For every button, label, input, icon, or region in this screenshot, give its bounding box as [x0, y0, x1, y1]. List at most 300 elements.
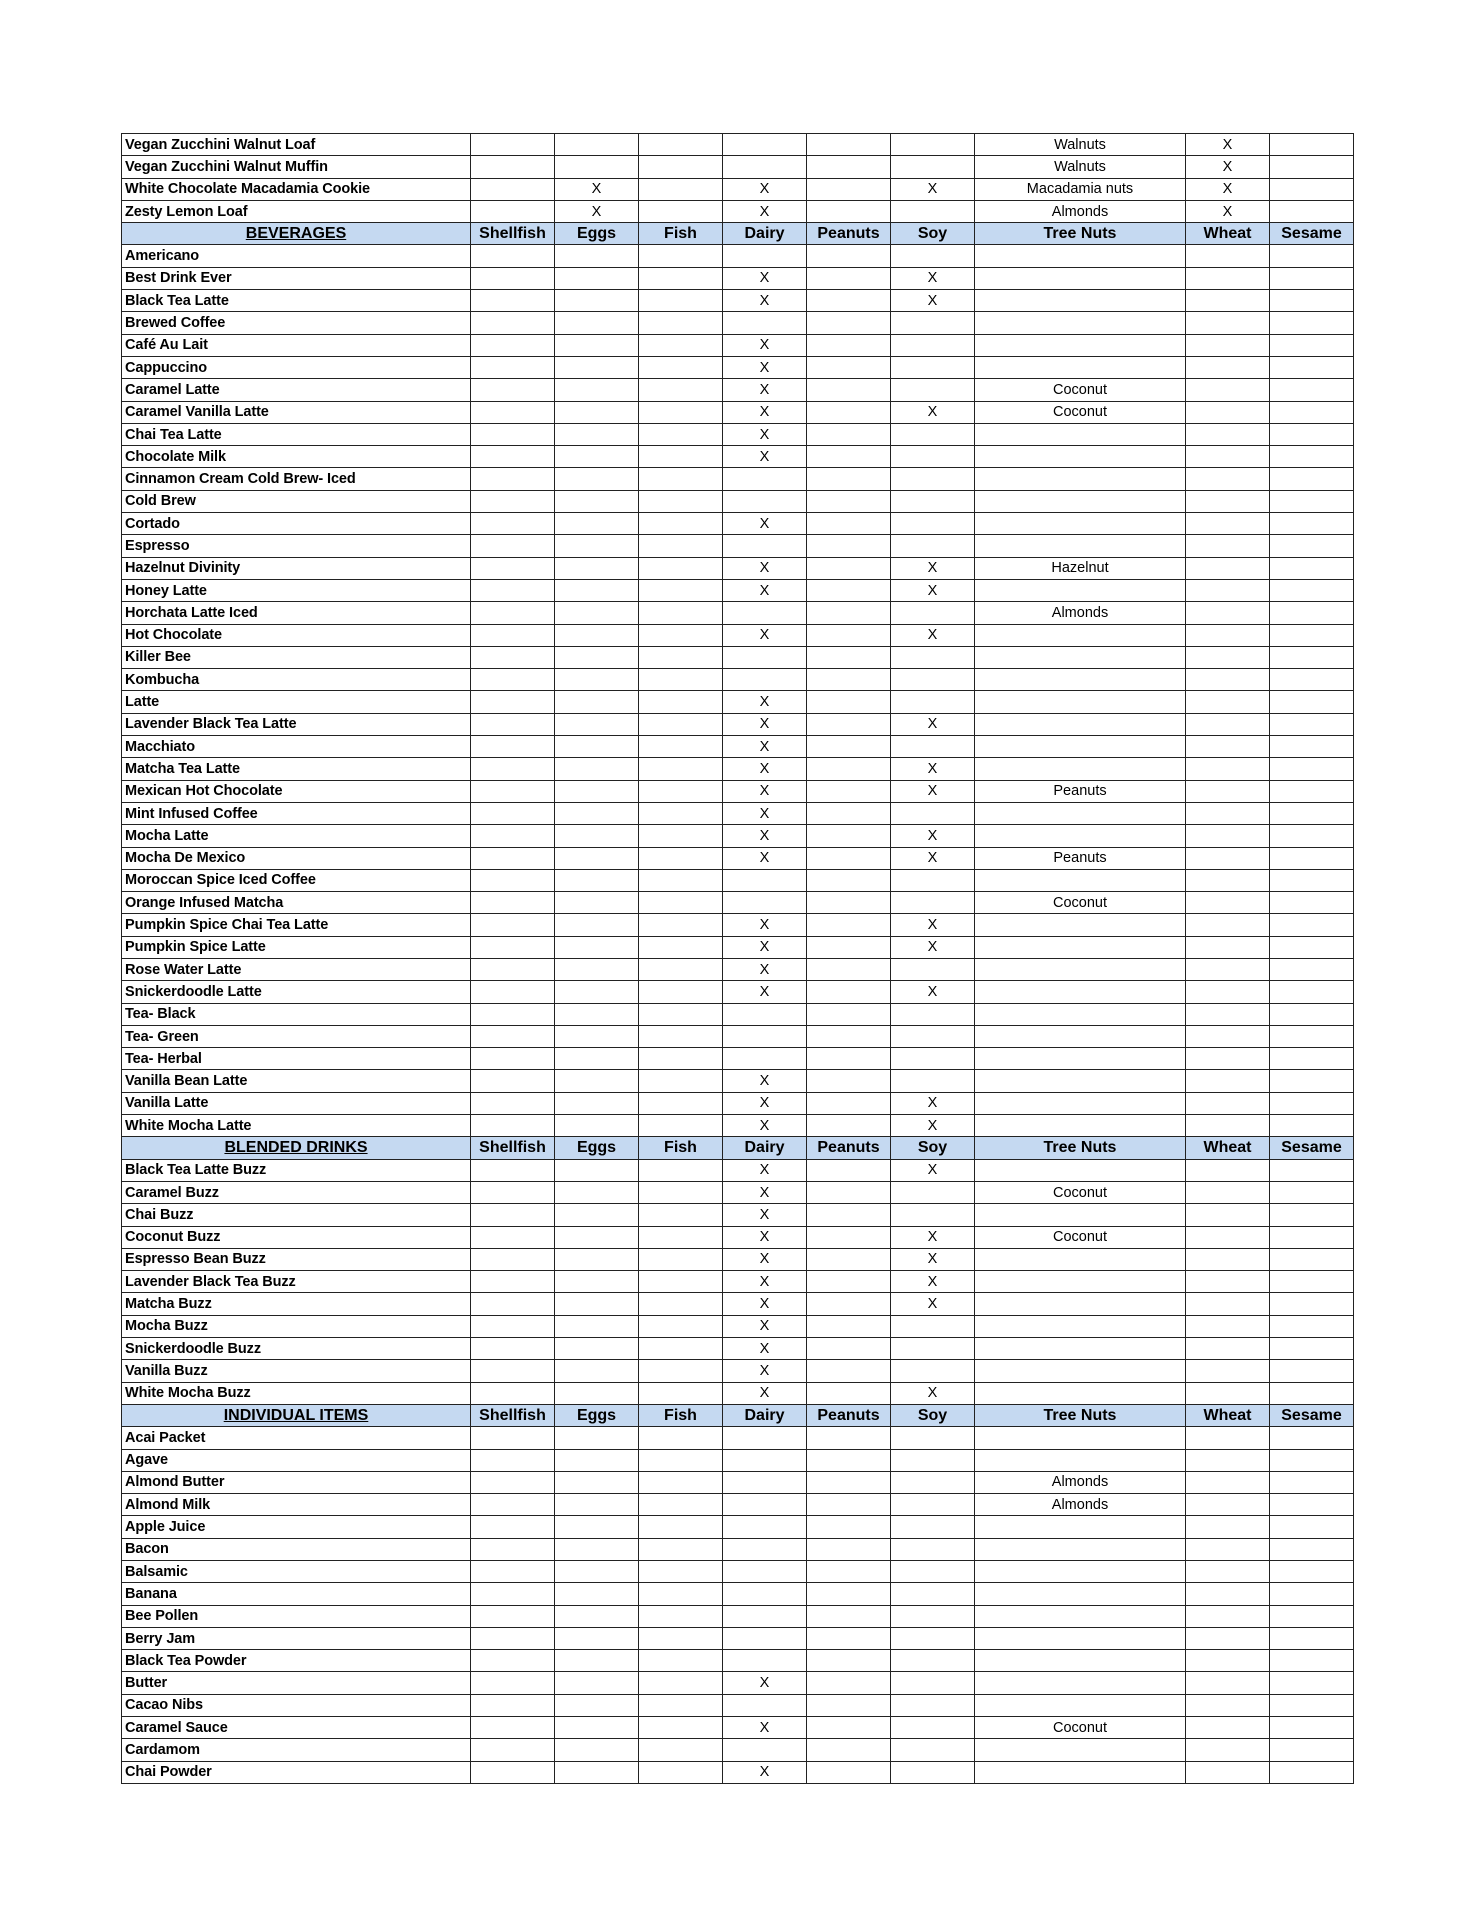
column-header: Fish: [639, 1404, 723, 1426]
table-row: [122, 1694, 1354, 1716]
allergen-cell: [891, 1516, 975, 1538]
allergen-cell: [555, 1761, 639, 1783]
table-row: [122, 914, 1354, 936]
section-title: BEVERAGES: [122, 223, 471, 245]
allergen-cell: [1270, 1694, 1354, 1716]
allergen-cell: [555, 490, 639, 512]
menu-item-name: Caramel Vanilla Latte: [122, 401, 471, 423]
allergen-cell: [471, 758, 555, 780]
menu-item-name: Cinnamon Cream Cold Brew- Iced: [122, 468, 471, 490]
menu-item-name: Black Tea Latte Buzz: [122, 1159, 471, 1181]
allergen-cell: [891, 1605, 975, 1627]
allergen-cell: X: [723, 1159, 807, 1181]
allergen-cell: [975, 1561, 1186, 1583]
allergen-cell: [891, 134, 975, 156]
allergen-cell: [555, 624, 639, 646]
column-header: Dairy: [723, 1137, 807, 1159]
column-header: Fish: [639, 223, 723, 245]
allergen-cell: [1270, 401, 1354, 423]
allergen-cell: [891, 1672, 975, 1694]
allergen-cell: [471, 290, 555, 312]
allergen-cell: X: [891, 847, 975, 869]
allergen-cell: [1186, 490, 1270, 512]
allergen-cell: [555, 1003, 639, 1025]
allergen-cell: [975, 579, 1186, 601]
menu-item-name: Coconut Buzz: [122, 1226, 471, 1248]
allergen-cell: [975, 713, 1186, 735]
allergen-cell: [891, 869, 975, 891]
allergen-cell: Coconut: [975, 401, 1186, 423]
allergen-cell: X: [723, 579, 807, 601]
allergen-cell: [1270, 892, 1354, 914]
allergen-cell: X: [891, 914, 975, 936]
section-title: INDIVIDUAL ITEMS: [122, 1404, 471, 1426]
allergen-cell: Coconut: [975, 892, 1186, 914]
allergen-cell: [555, 1092, 639, 1114]
allergen-cell: [555, 869, 639, 891]
table-row: [122, 958, 1354, 980]
allergen-cell: [807, 1627, 891, 1649]
allergen-cell: [807, 1003, 891, 1025]
allergen-cell: [807, 825, 891, 847]
menu-item-name: Tea- Black: [122, 1003, 471, 1025]
allergen-cell: [975, 736, 1186, 758]
allergen-cell: [1270, 602, 1354, 624]
menu-item-name: Black Tea Powder: [122, 1650, 471, 1672]
allergen-cell: [975, 1360, 1186, 1382]
menu-item-name: Macchiato: [122, 736, 471, 758]
allergen-cell: X: [723, 758, 807, 780]
allergen-cell: [1270, 1672, 1354, 1694]
allergen-cell: [1270, 1338, 1354, 1360]
allergen-cell: [975, 1605, 1186, 1627]
allergen-cell: [891, 1315, 975, 1337]
allergen-cell: X: [723, 825, 807, 847]
allergen-cell: [807, 379, 891, 401]
allergen-cell: [1270, 379, 1354, 401]
allergen-cell: [555, 401, 639, 423]
menu-item-name: Pumpkin Spice Chai Tea Latte: [122, 914, 471, 936]
column-header: Peanuts: [807, 223, 891, 245]
allergen-cell: [975, 1627, 1186, 1649]
allergen-cell: [471, 423, 555, 445]
allergen-cell: [723, 602, 807, 624]
allergen-cell: X: [723, 936, 807, 958]
allergen-cell: [471, 669, 555, 691]
allergen-cell: [975, 1025, 1186, 1047]
allergen-cell: [555, 1338, 639, 1360]
allergen-cell: [975, 825, 1186, 847]
allergen-cell: [891, 468, 975, 490]
allergen-cell: Walnuts: [975, 134, 1186, 156]
allergen-cell: [471, 1025, 555, 1047]
allergen-cell: [639, 468, 723, 490]
column-header: Wheat: [1186, 223, 1270, 245]
allergen-cell: X: [891, 290, 975, 312]
allergen-cell: [639, 1427, 723, 1449]
allergen-cell: X: [891, 825, 975, 847]
allergen-cell: X: [723, 1204, 807, 1226]
allergen-cell: Peanuts: [975, 780, 1186, 802]
allergen-cell: [1270, 1583, 1354, 1605]
allergen-cell: [723, 1627, 807, 1649]
allergen-cell: [639, 691, 723, 713]
table-row: [122, 1449, 1354, 1471]
menu-item-name: Espresso: [122, 535, 471, 557]
allergen-cell: [555, 312, 639, 334]
allergen-cell: X: [891, 1293, 975, 1315]
allergen-cell: [1270, 691, 1354, 713]
allergen-cell: [639, 401, 723, 423]
menu-item-name: Berry Jam: [122, 1627, 471, 1649]
allergen-cell: [1270, 267, 1354, 289]
table-row: [122, 356, 1354, 378]
allergen-cell: [891, 379, 975, 401]
menu-item-name: Agave: [122, 1449, 471, 1471]
allergen-cell: [807, 1293, 891, 1315]
allergen-cell: Coconut: [975, 379, 1186, 401]
allergen-cell: [807, 200, 891, 222]
allergen-cell: [807, 914, 891, 936]
allergen-cell: X: [723, 780, 807, 802]
allergen-cell: [1186, 1672, 1270, 1694]
allergen-cell: [639, 513, 723, 535]
allergen-cell: [1270, 200, 1354, 222]
allergen-cell: [471, 1538, 555, 1560]
allergen-cell: [1270, 1627, 1354, 1649]
allergen-cell: X: [555, 178, 639, 200]
allergen-table-body: [122, 134, 1354, 1784]
allergen-cell: [1186, 1025, 1270, 1047]
allergen-cell: [639, 713, 723, 735]
menu-item-name: Bee Pollen: [122, 1605, 471, 1627]
allergen-cell: [1186, 1181, 1270, 1203]
allergen-cell: [1186, 513, 1270, 535]
allergen-cell: X: [723, 1248, 807, 1270]
allergen-cell: [1270, 290, 1354, 312]
allergen-cell: Coconut: [975, 1181, 1186, 1203]
allergen-cell: [1270, 1070, 1354, 1092]
allergen-cell: [891, 1739, 975, 1761]
allergen-cell: [1270, 1427, 1354, 1449]
allergen-cell: [1186, 1338, 1270, 1360]
allergen-cell: [1186, 1382, 1270, 1404]
menu-item-name: Mocha Buzz: [122, 1315, 471, 1337]
allergen-cell: [471, 1360, 555, 1382]
allergen-cell: [639, 1605, 723, 1627]
allergen-cell: [807, 1382, 891, 1404]
allergen-cell: [807, 1204, 891, 1226]
allergen-cell: [723, 1605, 807, 1627]
allergen-cell: [1270, 468, 1354, 490]
allergen-cell: [471, 869, 555, 891]
allergen-cell: [1270, 1360, 1354, 1382]
allergen-cell: [555, 1494, 639, 1516]
allergen-cell: [555, 468, 639, 490]
column-header: Peanuts: [807, 1137, 891, 1159]
allergen-cell: [807, 1315, 891, 1337]
allergen-cell: [891, 1494, 975, 1516]
table-row: [122, 1360, 1354, 1382]
allergen-cell: [891, 1449, 975, 1471]
allergen-cell: [891, 446, 975, 468]
allergen-cell: [723, 1694, 807, 1716]
allergen-cell: [471, 134, 555, 156]
allergen-cell: [975, 290, 1186, 312]
allergen-cell: [1186, 1761, 1270, 1783]
allergen-cell: X: [723, 981, 807, 1003]
allergen-cell: Almonds: [975, 200, 1186, 222]
allergen-cell: [807, 579, 891, 601]
allergen-cell: [891, 1694, 975, 1716]
allergen-cell: [471, 1739, 555, 1761]
menu-item-name: Caramel Sauce: [122, 1717, 471, 1739]
allergen-cell: [807, 1181, 891, 1203]
allergen-cell: [639, 156, 723, 178]
allergen-cell: [723, 245, 807, 267]
menu-item-name: Caramel Buzz: [122, 1181, 471, 1203]
allergen-cell: [639, 1025, 723, 1047]
table-row: [122, 936, 1354, 958]
column-header: Sesame: [1270, 223, 1354, 245]
allergen-cell: [807, 468, 891, 490]
allergen-cell: [807, 802, 891, 824]
table-row: [122, 624, 1354, 646]
allergen-cell: [975, 1761, 1186, 1783]
allergen-cell: [639, 936, 723, 958]
section-header-row: [122, 223, 1354, 245]
allergen-cell: [891, 513, 975, 535]
allergen-cell: [975, 356, 1186, 378]
allergen-cell: X: [1186, 178, 1270, 200]
allergen-cell: [807, 1605, 891, 1627]
table-row: [122, 1605, 1354, 1627]
allergen-cell: [807, 446, 891, 468]
allergen-cell: [471, 156, 555, 178]
menu-item-name: White Mocha Buzz: [122, 1382, 471, 1404]
allergen-cell: [1186, 1204, 1270, 1226]
table-row: [122, 1538, 1354, 1560]
table-row: [122, 490, 1354, 512]
table-row: [122, 334, 1354, 356]
allergen-cell: [1186, 1717, 1270, 1739]
allergen-cell: [975, 1048, 1186, 1070]
table-row: [122, 423, 1354, 445]
allergen-cell: [555, 1315, 639, 1337]
allergen-cell: [723, 669, 807, 691]
allergen-cell: [975, 981, 1186, 1003]
section-header-row: [122, 1137, 1354, 1159]
allergen-cell: [1186, 802, 1270, 824]
allergen-cell: X: [723, 356, 807, 378]
allergen-cell: [1186, 1092, 1270, 1114]
menu-item-name: Matcha Buzz: [122, 1293, 471, 1315]
allergen-cell: [807, 1115, 891, 1137]
allergen-cell: [1186, 1360, 1270, 1382]
allergen-cell: [555, 579, 639, 601]
allergen-cell: [1270, 1449, 1354, 1471]
allergen-cell: [639, 624, 723, 646]
menu-item-name: Horchata Latte Iced: [122, 602, 471, 624]
allergen-cell: [891, 1583, 975, 1605]
allergen-cell: [1186, 914, 1270, 936]
table-row: [122, 1003, 1354, 1025]
allergen-cell: [1186, 423, 1270, 445]
allergen-cell: [471, 312, 555, 334]
allergen-cell: [1270, 1271, 1354, 1293]
table-row: [122, 200, 1354, 222]
allergen-cell: [1186, 312, 1270, 334]
allergen-cell: [555, 1115, 639, 1137]
allergen-cell: [975, 1293, 1186, 1315]
allergen-cell: [975, 1516, 1186, 1538]
allergen-cell: [807, 869, 891, 891]
menu-item-name: Café Au Lait: [122, 334, 471, 356]
allergen-cell: [1270, 178, 1354, 200]
allergen-cell: [975, 1583, 1186, 1605]
allergen-cell: [1186, 1605, 1270, 1627]
allergen-cell: [1186, 356, 1270, 378]
allergen-cell: [891, 892, 975, 914]
allergen-cell: [1186, 1048, 1270, 1070]
menu-item-name: Best Drink Ever: [122, 267, 471, 289]
allergen-cell: X: [723, 713, 807, 735]
allergen-cell: [639, 602, 723, 624]
allergen-cell: [639, 1538, 723, 1560]
allergen-cell: [807, 1650, 891, 1672]
allergen-cell: [639, 736, 723, 758]
allergen-cell: [1270, 312, 1354, 334]
allergen-cell: [891, 1181, 975, 1203]
menu-item-name: Balsamic: [122, 1561, 471, 1583]
allergen-cell: [807, 780, 891, 802]
allergen-cell: [1186, 1494, 1270, 1516]
allergen-cell: [1270, 156, 1354, 178]
table-row: [122, 1627, 1354, 1649]
menu-item-name: Lavender Black Tea Latte: [122, 713, 471, 735]
allergen-cell: [471, 1271, 555, 1293]
allergen-cell: [975, 1449, 1186, 1471]
allergen-cell: [891, 691, 975, 713]
allergen-cell: [639, 1360, 723, 1382]
allergen-cell: [639, 1226, 723, 1248]
allergen-cell: [471, 646, 555, 668]
menu-item-name: Snickerdoodle Latte: [122, 981, 471, 1003]
column-header: Tree Nuts: [975, 1404, 1186, 1426]
allergen-cell: X: [891, 401, 975, 423]
allergen-cell: [891, 334, 975, 356]
allergen-cell: [1270, 713, 1354, 735]
allergen-cell: [471, 1650, 555, 1672]
allergen-cell: [471, 1159, 555, 1181]
column-header: Wheat: [1186, 1404, 1270, 1426]
table-row: [122, 1338, 1354, 1360]
allergen-cell: [723, 892, 807, 914]
allergen-cell: X: [891, 624, 975, 646]
table-row: [122, 1516, 1354, 1538]
allergen-cell: [1270, 1471, 1354, 1493]
table-row: [122, 713, 1354, 735]
allergen-cell: [471, 825, 555, 847]
allergen-cell: [975, 446, 1186, 468]
allergen-cell: [471, 1427, 555, 1449]
allergen-cell: [807, 1248, 891, 1270]
allergen-cell: X: [891, 780, 975, 802]
table-row: [122, 1315, 1354, 1337]
allergen-cell: [555, 1449, 639, 1471]
column-header: Eggs: [555, 1404, 639, 1426]
allergen-cell: [1186, 713, 1270, 735]
allergen-cell: [807, 1449, 891, 1471]
allergen-cell: [471, 1338, 555, 1360]
allergen-cell: [471, 401, 555, 423]
allergen-cell: [639, 1516, 723, 1538]
allergen-cell: [639, 646, 723, 668]
allergen-cell: [639, 1115, 723, 1137]
allergen-cell: X: [723, 267, 807, 289]
allergen-cell: [555, 1070, 639, 1092]
menu-item-name: Caramel Latte: [122, 379, 471, 401]
allergen-cell: [639, 1159, 723, 1181]
table-row: [122, 1025, 1354, 1047]
allergen-cell: [471, 1471, 555, 1493]
allergen-cell: [1270, 802, 1354, 824]
allergen-cell: [471, 1048, 555, 1070]
allergen-cell: [807, 1427, 891, 1449]
allergen-cell: [891, 245, 975, 267]
allergen-cell: X: [723, 1293, 807, 1315]
allergen-cell: [471, 1761, 555, 1783]
table-row: [122, 602, 1354, 624]
menu-item-name: Espresso Bean Buzz: [122, 1248, 471, 1270]
allergen-cell: X: [891, 178, 975, 200]
allergen-cell: [1186, 401, 1270, 423]
allergen-cell: [807, 624, 891, 646]
allergen-cell: X: [723, 1092, 807, 1114]
table-row: [122, 1159, 1354, 1181]
allergen-cell: [891, 1650, 975, 1672]
allergen-cell: [1186, 624, 1270, 646]
table-row: [122, 1717, 1354, 1739]
allergen-cell: [807, 646, 891, 668]
menu-item-name: Matcha Tea Latte: [122, 758, 471, 780]
allergen-cell: [807, 1538, 891, 1560]
allergen-cell: X: [723, 557, 807, 579]
allergen-cell: [1186, 1449, 1270, 1471]
allergen-cell: [1186, 267, 1270, 289]
allergen-cell: [639, 557, 723, 579]
allergen-cell: [723, 468, 807, 490]
allergen-cell: [471, 1115, 555, 1137]
allergen-cell: [555, 780, 639, 802]
allergen-cell: X: [891, 1115, 975, 1137]
column-header: Eggs: [555, 223, 639, 245]
table-row: [122, 1672, 1354, 1694]
allergen-cell: [891, 1717, 975, 1739]
allergen-cell: [1270, 245, 1354, 267]
allergen-cell: [1270, 557, 1354, 579]
allergen-cell: [975, 490, 1186, 512]
column-header: Shellfish: [471, 223, 555, 245]
allergen-cell: [639, 1449, 723, 1471]
allergen-cell: [1186, 379, 1270, 401]
allergen-cell: X: [723, 379, 807, 401]
column-header: Shellfish: [471, 1404, 555, 1426]
column-header: Peanuts: [807, 1404, 891, 1426]
allergen-cell: X: [891, 1248, 975, 1270]
allergen-cell: [471, 1248, 555, 1270]
allergen-cell: [807, 1271, 891, 1293]
